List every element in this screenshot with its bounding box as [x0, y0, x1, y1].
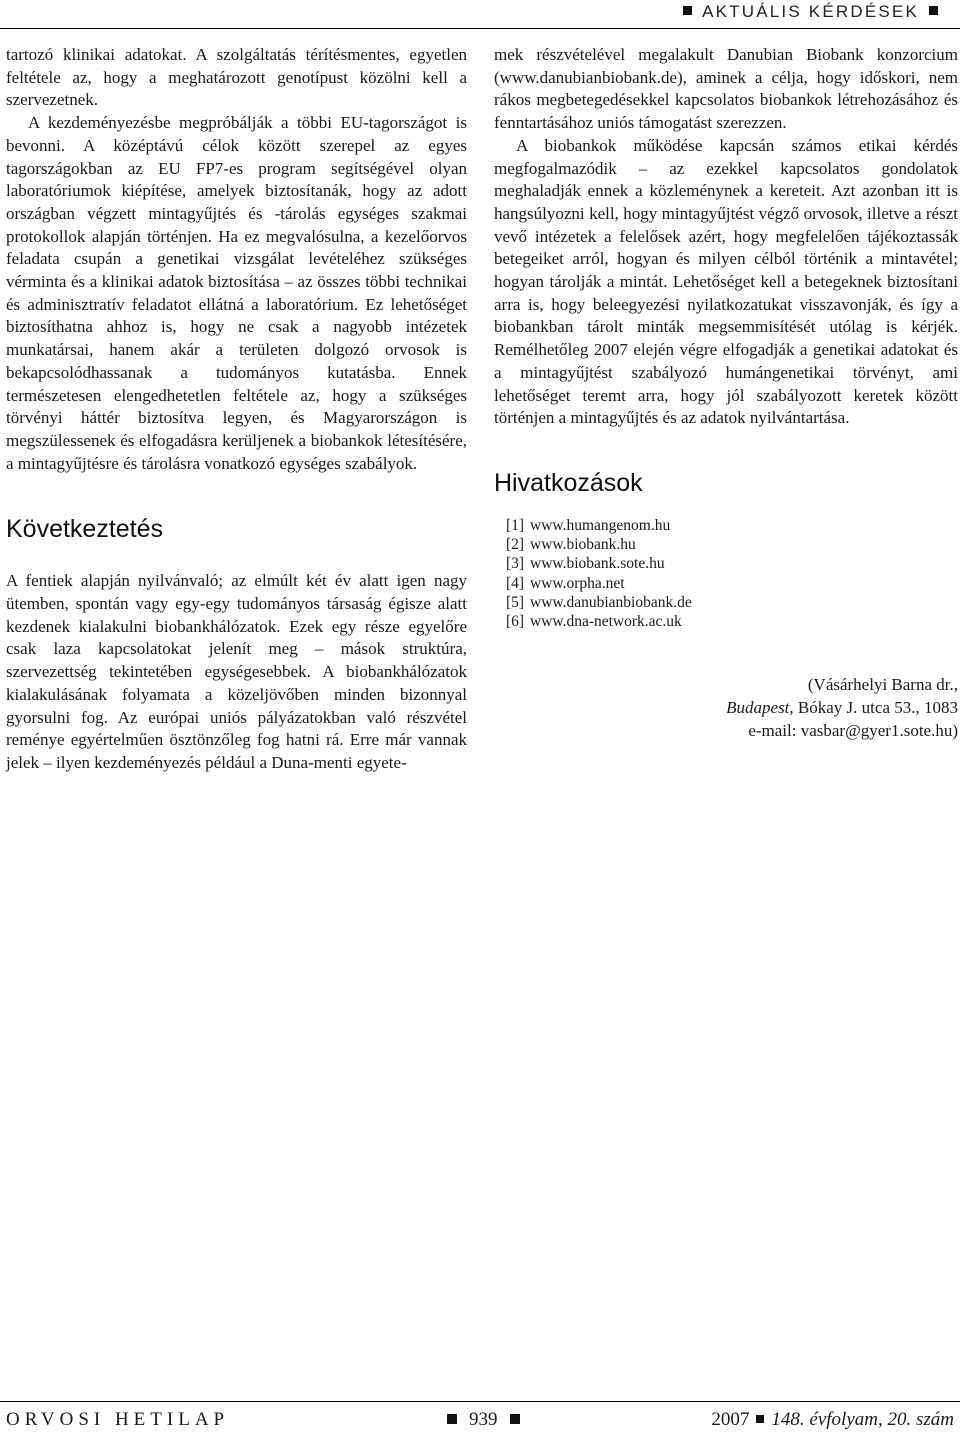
page-number: 939 — [469, 1409, 498, 1430]
author-email: e-mail: vasbar@gyer1.sote.hu) — [748, 721, 958, 741]
square-bullet-icon — [683, 6, 692, 15]
reference-item — [506, 554, 958, 573]
reference-list — [494, 516, 958, 631]
author-name: (Vásárhelyi Barna dr., — [807, 675, 958, 695]
reference-item — [506, 516, 958, 535]
reference-item — [506, 535, 958, 554]
running-header — [0, 0, 960, 30]
reference-item — [506, 593, 958, 612]
reference-item — [506, 612, 958, 631]
author-street: , Bókay J. utca 53., 1083 — [789, 698, 958, 718]
reference-url: www.dna-network.ac.uk — [530, 612, 682, 630]
issue-year: 2007 — [711, 1409, 750, 1430]
section-title-text: AKTUÁLIS KÉRDÉSEK — [702, 2, 919, 21]
reference-number: [2] — [506, 536, 525, 554]
author-address — [494, 696, 958, 719]
body-paragraph: mek részvételével megalakult Danubian Biobank konzorcium (www.danubianbiobank.de), aminek a célja, hogy időskori, nem rákos megbetegedésekkel kapcsolatos biobankok létrehozásához és fenntartásához uniós támogatást szerezzen. — [494, 45, 958, 133]
issue-volume: 148. évfolyam, — [771, 1409, 883, 1430]
issue-number: 20. szám — [887, 1409, 954, 1430]
body-paragraph: A biobankok működése kapcsán számos etikai kérdés megfogalmazódik – az ezekkel kapcsolatos gondolatok meghaladják ennek a közleménynek a kereteit. Azt azonban itt is hangsúlyozni kell, hogy mintagyűjtést végző orvosok, illetve a részt vevő intézetek a felelősek azért, hogy megfelelően tájékoztassák betegeiket arról, hogyan és milyen célból történik a mintavétel; hogyan tárolják a mintát. Lehetőséget kell a betegeknek biztosítani arra is, hogy beleegyezési nyilatkozatukat visszavonják, és így a biobankban tárolt minták megsemmisítését utólag is kérjék. Remélhetőleg 2007 elején végre elfogadják a genetikai adatokat és a mintagyűjtést szabályozó humángenetikai törvényt, ami lehetőséget teremt arra, hogy jól szabályozott keretek között történjen a mintagyűjtés és az adatok nyilvántartása. — [494, 135, 958, 428]
reference-url: www.humangenom.hu — [530, 516, 671, 534]
reference-url: www.biobank.hu — [530, 536, 636, 554]
reference-number: [5] — [506, 593, 525, 611]
footer-rule — [0, 1401, 960, 1402]
square-bullet-icon — [929, 6, 938, 15]
square-bullet-icon — [447, 1414, 457, 1424]
journal-title: ORVOSI HETILAP — [6, 1409, 230, 1430]
square-bullet-icon — [510, 1414, 520, 1424]
page-footer — [0, 1401, 960, 1431]
author-signature — [494, 673, 958, 742]
section-title — [673, 2, 948, 22]
reference-number: [6] — [506, 612, 525, 630]
author-city: Budapest — [726, 698, 790, 718]
body-paragraph: tartozó klinikai adatokat. A szolgáltatás térítésmentes, egyetlen feltétele az, hogy a meghatározott genotípust közölni kell a szervezetnek. — [6, 45, 467, 110]
conclusion-heading: Következtetés — [6, 515, 164, 544]
reference-url: www.orpha.net — [530, 574, 625, 592]
left-column — [6, 44, 467, 775]
square-bullet-icon — [756, 1415, 764, 1423]
right-column — [494, 44, 958, 742]
reference-item — [506, 574, 958, 593]
reference-url: www.danubianbiobank.de — [530, 593, 692, 611]
conclusion-paragraph: A fentiek alapján nyilvánvaló; az elmúlt két év alatt igen nagy ütemben, spontán vagy egy-egy tudományos társaság égisze alatt kezdenek kialakulni biobankhálózatok. Ezek egy része egyelőre csak laza kapcsolatokat jelenít meg – mások struktúra, szervezettség tekintetében egységesebbek. A biobankhálózatok kialakulásának folyamata a közeljövőben minden bizonnyal gyorsulni fog. Az európai uniós pályázatokban való részvétel reménye egyértelműen ösztönzőleg fog hatni rá. Erre már vannak jelek – ilyen kezdeményezés például a Duna-menti egyete- — [6, 571, 467, 772]
issue-info — [711, 1409, 954, 1431]
references-heading: Hivatkozások — [494, 468, 643, 497]
reference-number: [4] — [506, 574, 525, 592]
header-rule — [0, 28, 960, 29]
reference-number: [3] — [506, 555, 525, 573]
reference-number: [1] — [506, 516, 525, 534]
body-paragraph: A kezdeményezésbe megpróbálják a többi EU-tagországot is bevonni. A középtávú célok között szerepel az egyes tagországokban az EU FP7-es program segítségével olyan laboratóriumok kiépítése, amelyek biztosítanák, hogy az adott országban végzett mintagyűjtés és -tárolás egységes szakmai protokollok alapján történjen. Ha ez megvalósulna, a kezelőorvos feladata csupán a genetikai vizsgálat levételéhez szükséges vérminta és a klinikai adatok biztosítása – az összes többi technikai és adminisztratív feladatot ellátná a laboratórium. Ez lehetőséget biztosíthatna ahhoz is, hogy ne csak a nagyobb intézetek munkatársai, hanem akár a területen dolgozó orvosok is bekapcsolódhassanak a tudományos kutatásba. Ennek természetesen elengedhetetlen feltétele az, hogy a szükséges törvényi háttér biztosítva legyen, és Magyarországon is megszülessenek és elfogadásra kerüljenek a biobankok létesítésére, a mintagyűjtésre és tárolásra vonatkozó egységes szabályok. — [6, 113, 467, 473]
page-number-block — [435, 1409, 532, 1431]
reference-url: www.biobank.sote.hu — [530, 555, 665, 573]
